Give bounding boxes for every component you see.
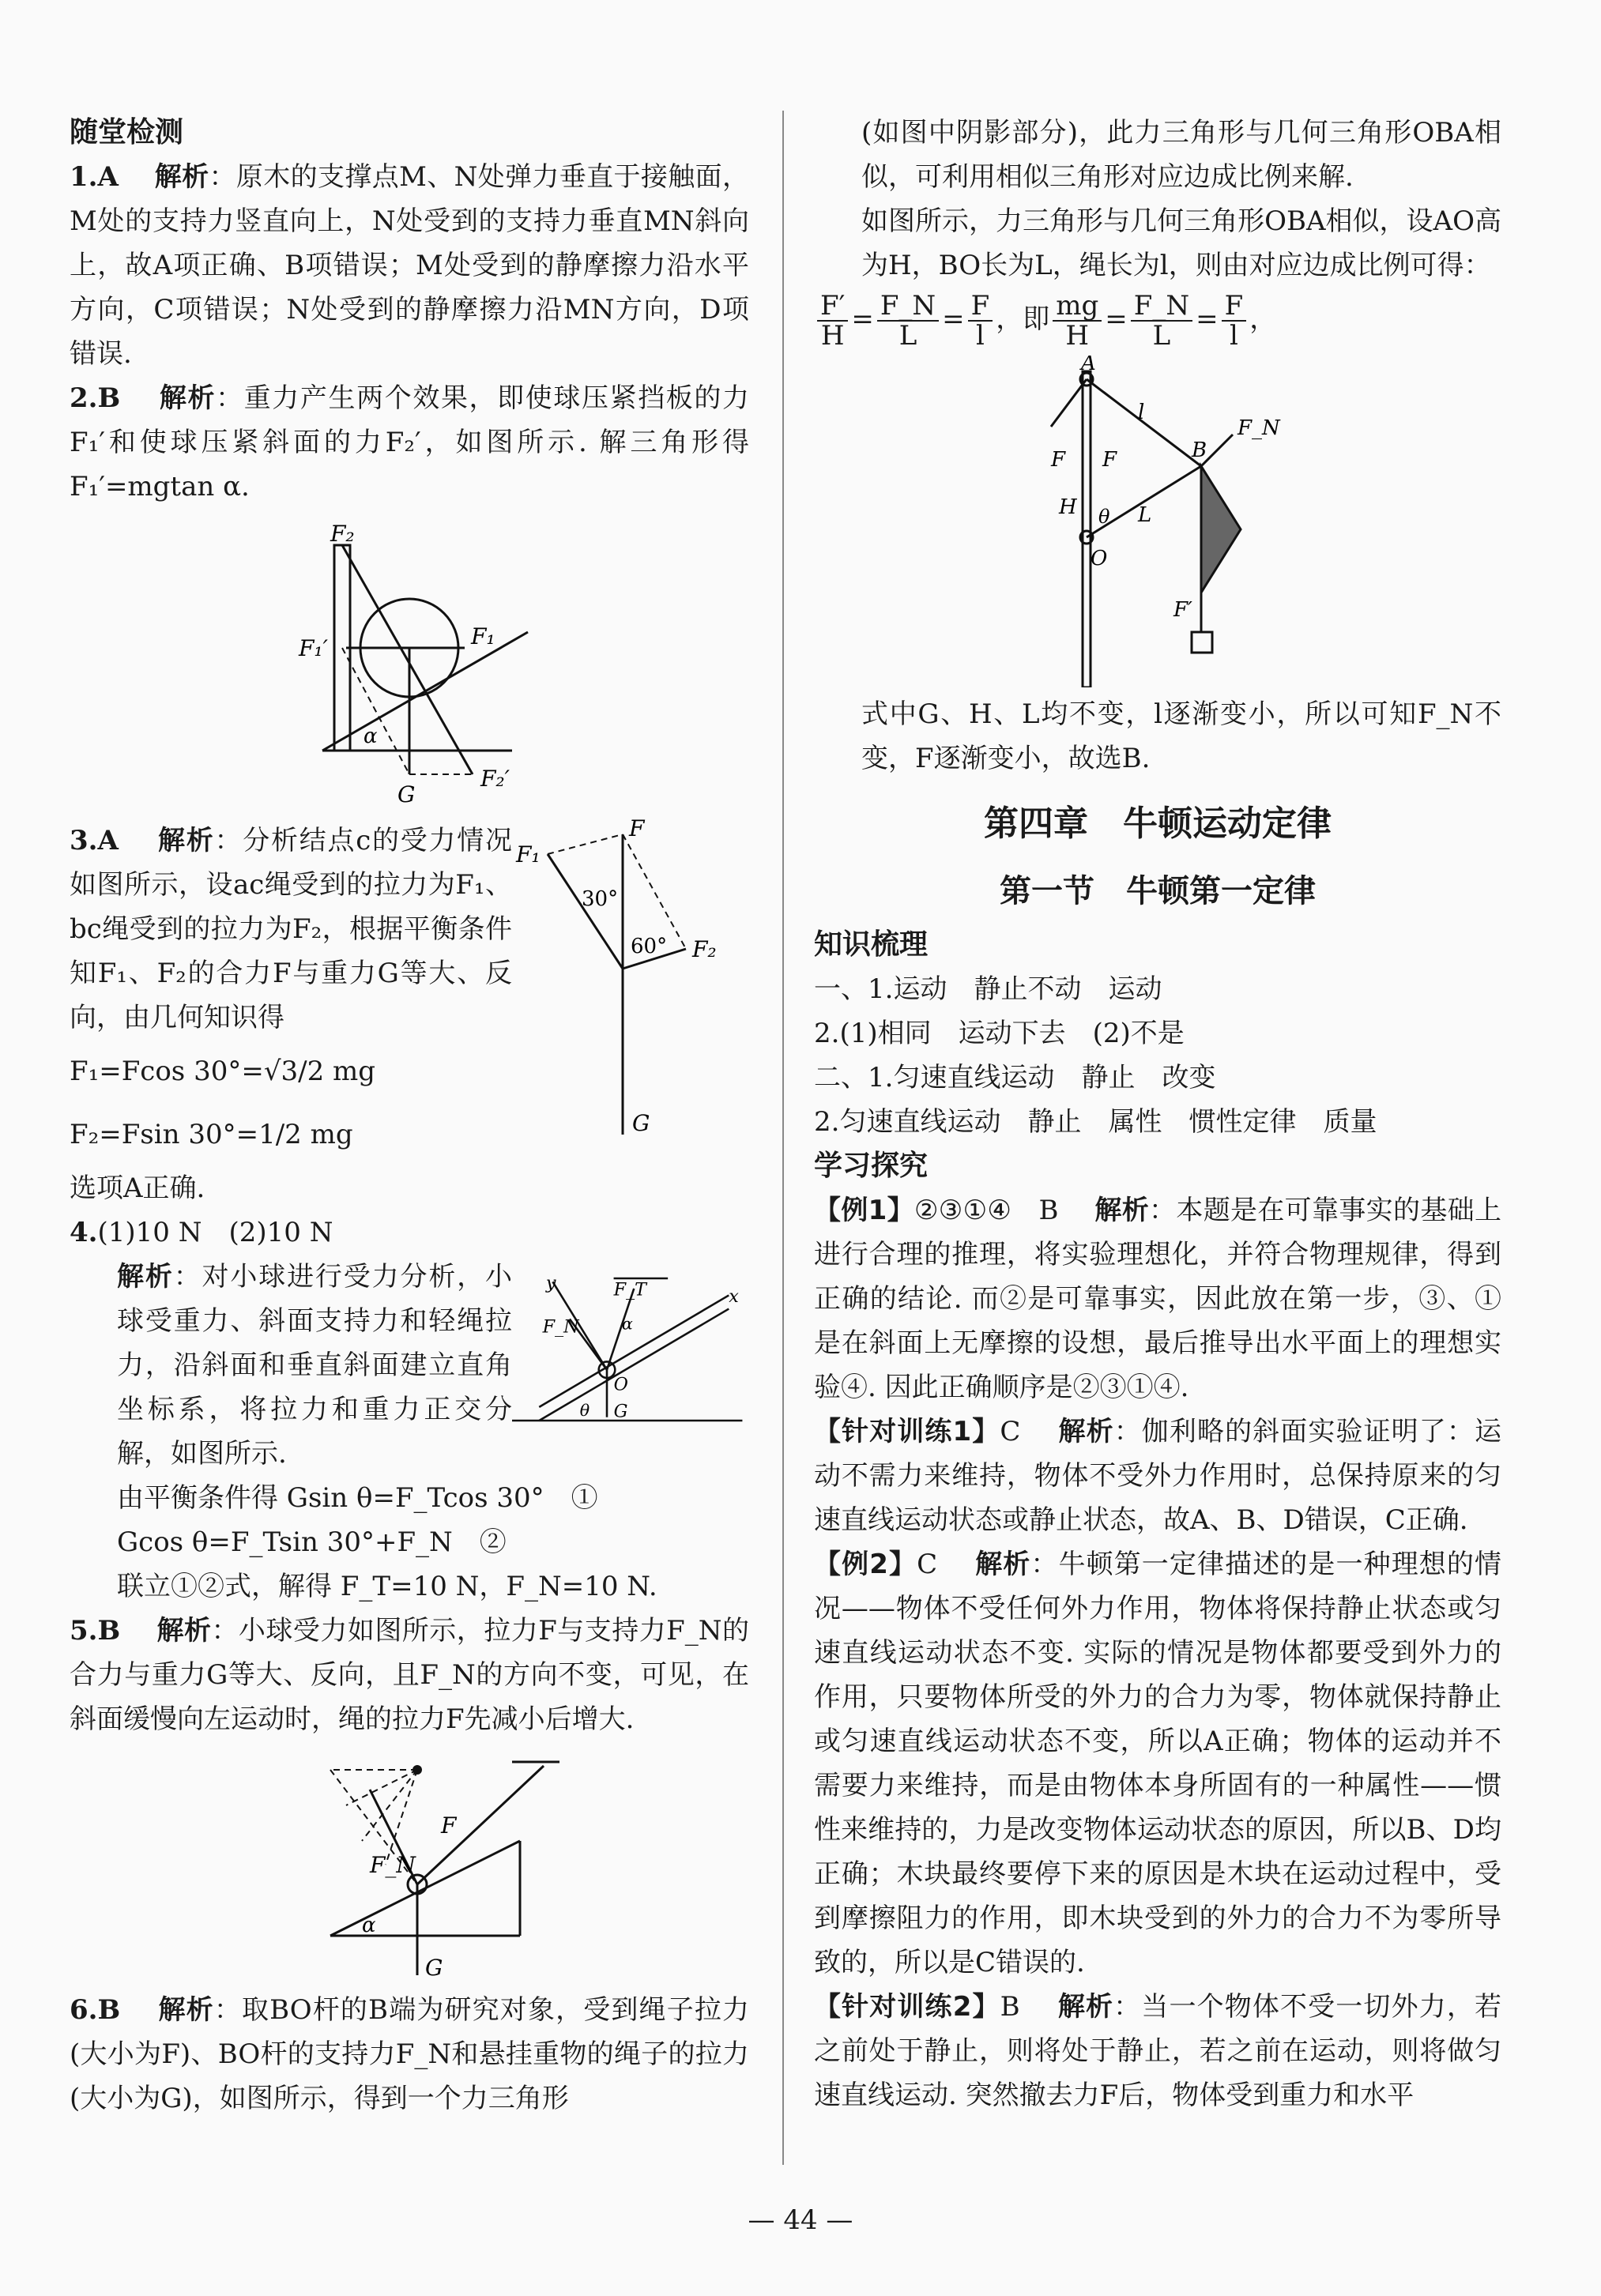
figure-5-incline-ball (70, 1746, 749, 1983)
heading-zhishi: 知识梳理 (814, 928, 929, 961)
section-heading-suitang: 随堂检测 (70, 116, 184, 149)
label-f: F (629, 819, 645, 841)
label-o: O (613, 1374, 628, 1395)
label-b: B (1192, 438, 1207, 462)
answer-4-row (70, 1255, 749, 1476)
label-f-left: F (1051, 448, 1066, 472)
label-f1: F₁ (516, 841, 541, 868)
label-f1p: F₁′ (299, 635, 329, 661)
answer-4-head: 4.(1)10 N (2)10 N (70, 1217, 333, 1248)
label-g: G (632, 1110, 650, 1136)
example-1: 【例1】②③①④ B 解析：本题是在可靠事实的基础上进行合理的推理，将实验理想化，并符合物理规律，得到正确的结论. 而②是可靠事实，因此放在第一步，③、①是在斜面上无摩擦的设想，最后推导出水平面上的理想实验④. 因此正确顺序是②③①④. (814, 1195, 1501, 1403)
label-theta: θ (579, 1401, 590, 1420)
label-fp: F′ (1173, 598, 1192, 622)
label-y: y (545, 1272, 556, 1293)
label-g: G (425, 1955, 443, 1981)
answer-3-end: 选项A正确. (70, 1172, 205, 1204)
figure-6-rod (814, 356, 1501, 687)
answer-4-eq2: Gcos θ=F_Tsin 30°+F_N ② (117, 1526, 507, 1558)
label-alpha: α (364, 725, 378, 748)
figure-4-incline (512, 1255, 749, 1444)
answer-3-row (70, 819, 749, 1210)
label-l: l (1138, 401, 1145, 424)
figure-3-forces (512, 819, 741, 1150)
knowledge-2: 2.(1)相同 运动下去 (2)不是 (814, 1018, 1185, 1049)
page-number: — 44 — (748, 2204, 853, 2236)
heading-xuexi: 学习探究 (814, 1150, 929, 1182)
section-title: 第一节 牛顿第一定律 (1000, 873, 1316, 909)
label-f-mid: F (1102, 448, 1117, 472)
label-f1: F₁ (471, 623, 495, 649)
answer-6-end: 式中G、H、L均不变，l逐渐变小，所以可知F_N不变，F逐渐变小，故选B. (861, 698, 1501, 774)
label-f2: F₂ (692, 936, 717, 962)
label-a: A (1081, 356, 1096, 375)
label-fn: F_N (370, 1852, 416, 1878)
label-ft: F_T (613, 1279, 647, 1300)
label-lL: L (1138, 503, 1152, 527)
training-2: 【针对训练2】B 解析：当一个物体不受一切外力，若之前处于静止，则将处于静止，若之前在运动，则将做匀速直线运动. 突然撤去力F后，物体受到重力和水平 (814, 1991, 1501, 2111)
label-f2: F₂ (330, 521, 355, 547)
label-fn: F_N (1237, 416, 1280, 440)
answer-4: 解析：对小球进行受力分析，小球受重力、斜面支持力和轻绳拉力，沿斜面和垂直斜面建立直角坐标系，将拉力和重力正交分解，如图所示. (117, 1261, 513, 1470)
answer-6-body: 如图所示，力三角形与几何三角形OBA相似，设AO高为H，BO长为L，绳长为l，则由对应边成比例可得： (861, 205, 1501, 281)
left-column (70, 111, 749, 2121)
label-fn: F_N (542, 1316, 579, 1338)
training-1: 【针对训练1】C 解析：伽利略的斜面实验证明了：运动不需力来维持，物体不受外力作用时，总保持原来的匀速直线运动状态或静止状态，故A、B、D错误，C正确. (814, 1416, 1501, 1536)
label-x: x (729, 1286, 739, 1307)
chapter-title: 第四章 牛顿运动定律 (984, 804, 1332, 844)
answer-6-fraction: $\frac{F'}{H}$ = $\frac{F\_N}{L}$ = $\frac{F}{l}$ ，即 $\frac{mg}{H}$ = $\frac{F\_N}{L}$ = $\frac{F}{l}$ ， (814, 288, 1501, 351)
label-h: H (1059, 495, 1077, 519)
right-column (814, 111, 1501, 2117)
knowledge-1: 一、1.运动 静止不动 运动 (814, 973, 1162, 1005)
column-divider (782, 111, 784, 2165)
answer-5: 5.B 解析：小球受力如图所示，拉力F与支持力F_N的合力与重力G等大、反向，且F_N的方向不变，可见，在斜面缓慢向左运动时，绳的拉力F先减小后增大. (70, 1615, 750, 1735)
label-theta: θ (1098, 506, 1110, 528)
label-g: G (397, 781, 416, 807)
answer-3: 3.A 解析：分析结点c的受力情况如图所示，设ac绳受到的拉力为F₁、bc绳受到的拉力为F₂，根据平衡条件知F₁、F₂的合力F与重力G等大、反向，由几何知识得 (70, 825, 513, 1033)
answer-1: 1.A 解析：原木的支撑点M、N处弹力垂直于接触面，M处的支持力竖直向上，N处受到的支持力垂直MN斜向上，故A项正确、B项错误；M处受到的静摩擦力沿水平方向，C项错误；N处受到的静摩擦力沿MN方向，D项错误. (70, 161, 750, 370)
label-alpha: α (362, 1914, 376, 1937)
answer-6: 6.B 解析：取BO杆的B端为研究对象，受到绳子拉力(大小为F)、BO杆的支持力F_N和悬挂重物的绳子的拉力(大小为G)，如图所示，得到一个力三角形 (70, 1994, 750, 2114)
label-o: O (1091, 547, 1108, 570)
answer-4-eq3: 联立①②式，解得 F_T=10 N，F_N=10 N. (117, 1571, 657, 1602)
label-f2p: F₂′ (480, 766, 510, 792)
answer-6-cont: (如图中阴影部分)，此力三角形与几何三角形OBA相似，可利用相似三角形对应边成比例来解. (861, 117, 1501, 193)
knowledge-4: 2.匀速直线运动 静止 属性 惯性定律 质量 (814, 1106, 1377, 1138)
figure-2-ball-wall-incline (70, 514, 749, 814)
answer-3-eq1: F₁=Fcos 30°=√3/2 mg (70, 1056, 376, 1087)
label-alpha: α (621, 1314, 633, 1334)
example-2: 【例2】C 解析：牛顿第一定律描述的是一种理想的情况——物体不受任何外力作用，物体将保持静止状态或匀速直线运动状态不变. 实际的情况是物体都要受到外力的作用，只要物体所受的外力的合力为零，物体就保持静止或匀速直线运动状态不变，所以A正确；物体的运动并不需要力来维持，而是由物体本身所固有的一种属性——惯性来维持的，力是改变物体运动状态的原因，所以B、D均正确；木块最终要停下来的原因是木块在运动过程中，受到摩擦阻力的作用，即木块受到的外力的合力不为零所导致的，所以是C错误的. (814, 1549, 1501, 1978)
answer-4-eq1: 由平衡条件得 Gsin θ=F_Tcos 30° ① (117, 1482, 598, 1514)
label-60: 60° (631, 935, 668, 958)
label-f: F (441, 1812, 457, 1839)
answer-2: 2.B 解析：重力产生两个效果，即使球压紧挡板的力F₁′和使球压紧斜面的力F₂′，如图所示. 解三角形得F₁′=mgtan α. (70, 382, 750, 502)
label-30: 30° (582, 887, 619, 911)
label-g: G (613, 1401, 628, 1422)
answer-3-eq2: F₂=Fsin 30°=1/2 mg (70, 1119, 353, 1150)
knowledge-3: 二、1.匀速直线运动 静止 改变 (814, 1062, 1216, 1093)
